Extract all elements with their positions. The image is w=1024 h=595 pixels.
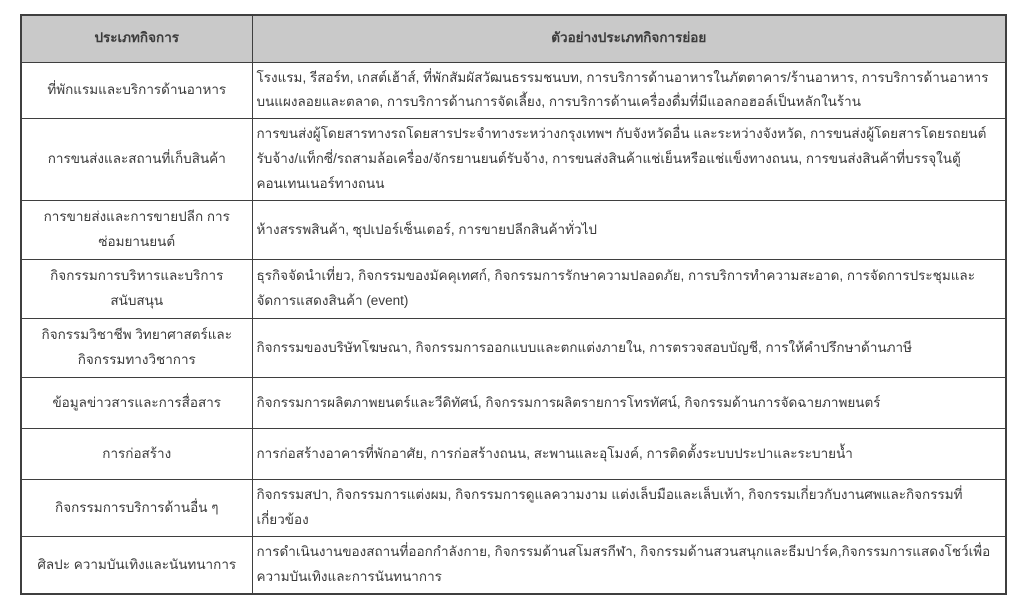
table-row [21, 119, 1006, 201]
table-row [21, 260, 1006, 319]
examples-cell: กิจกรรมสปา, กิจกรรมการแต่งผม, กิจกรรมการดูแลความงาม แต่งเล็บมือและเล็บเท้า, กิจกรรมเกี่ยวกับงานศพและกิจกรรมที่เกี่ยวข้อง [252, 480, 1006, 537]
business-type-table [20, 14, 1007, 595]
category-cell: ศิลปะ ความบันเทิงและนันทนาการ [21, 537, 252, 594]
category-cell: การขายส่งและการขายปลีก การซ่อมยานยนต์ [21, 201, 252, 260]
category-cell: การก่อสร้าง [21, 429, 252, 480]
examples-cell: การก่อสร้างอาคารที่พักอาศัย, การก่อสร้างถนน, สะพานและอุโมงค์, การติดตั้งระบบประปาและระบายน้ำ [252, 429, 1006, 480]
category-cell: กิจกรรมการบริหารและบริการสนับสนุน [21, 260, 252, 319]
examples-cell: ธุรกิจจัดนำเที่ยว, กิจกรรมของมัคคุเทศก์, กิจกรรมการรักษาความปลอดภัย, การบริการทำความสะอาด, การจัดการประชุมและจัดการแสดงสินค้า (event) [252, 260, 1006, 319]
category-cell: ข้อมูลข่าวสารและการสื่อสาร [21, 378, 252, 429]
examples-cell: กิจกรรมการผลิตภาพยนตร์และวีดิทัศน์, กิจกรรมการผลิตรายการโทรทัศน์, กิจกรรมด้านการจัดฉายภาพยนตร์ [252, 378, 1006, 429]
table-row [21, 537, 1006, 594]
header-examples: ตัวอย่างประเภทกิจการย่อย [252, 15, 1006, 62]
category-cell: ที่พักแรมและบริการด้านอาหาร [21, 62, 252, 119]
category-cell: กิจกรรมการบริการด้านอื่น ๆ [21, 480, 252, 537]
examples-cell: โรงแรม, รีสอร์ท, เกสต์เฮ้าส์, ที่พักสัมผัสวัฒนธรรมชนบท, การบริการด้านอาหารในภัตตาคาร/ร้านอาหาร, การบริการด้านอาหารบนแผงลอยและตลาด, การบริการด้านการจัดเลี้ยง, การบริการด้านเครื่องดื่มที่มีแอลกอฮอล์เป็นหลักในร้าน [252, 62, 1006, 119]
category-cell: กิจกรรมวิชาชีพ วิทยาศาสตร์และกิจกรรมทางวิชาการ [21, 319, 252, 378]
table-row [21, 201, 1006, 260]
header-category: ประเภทกิจการ [21, 15, 252, 62]
header-row [21, 15, 1006, 62]
table-row [21, 378, 1006, 429]
category-cell: การขนส่งและสถานที่เก็บสินค้า [21, 119, 252, 201]
table-row [21, 480, 1006, 537]
table-row [21, 319, 1006, 378]
examples-cell: ห้างสรรพสินค้า, ซุปเปอร์เซ็นเตอร์, การขายปลีกสินค้าทั่วไป [252, 201, 1006, 260]
examples-cell: การขนส่งผู้โดยสารทางรถโดยสารประจำทางระหว่างกรุงเทพฯ กับจังหวัดอื่น และระหว่างจังหวัด, การขนส่งผู้โดยสารโดยรถยนต์รับจ้าง/แท็กซี่/รถสามล้อเครื่อง/จักรยานยนต์รับจ้าง, การขนส่งสินค้าแช่เย็นหรือแช่แข็งทางถนน, การขนส่งสินค้าที่บรรจุในตู้คอนเทนเนอร์ทางถนน [252, 119, 1006, 201]
examples-cell: กิจกรรมของบริษัทโฆษณา, กิจกรรมการออกแบบและตกแต่งภายใน, การตรวจสอบบัญชี, การให้คำปรึกษาด้านภาษี [252, 319, 1006, 378]
table-row [21, 429, 1006, 480]
table-row [21, 62, 1006, 119]
examples-cell: การดำเนินงานของสถานที่ออกกำลังกาย, กิจกรรมด้านสโมสรกีฬา, กิจกรรมด้านสวนสนุกและธีมปาร์ค,กิจกรรมการแสดงโชว์เพื่อความบันเทิงและการนันทนาการ [252, 537, 1006, 594]
